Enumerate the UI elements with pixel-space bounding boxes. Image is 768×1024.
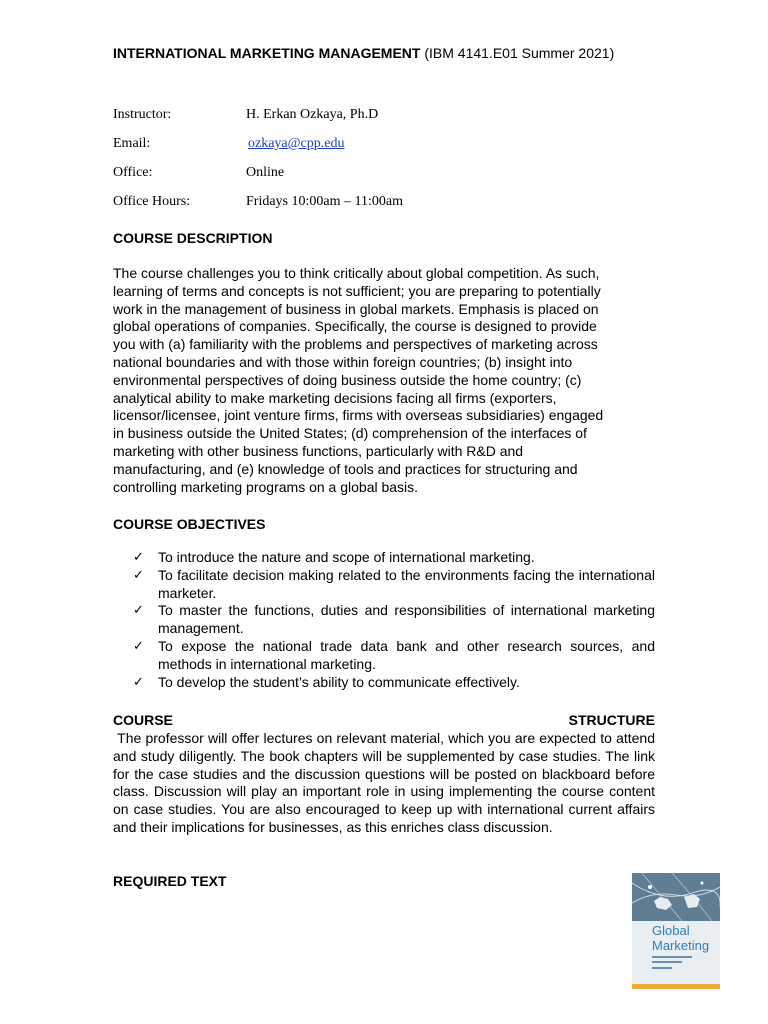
book-cover-image [632,873,720,989]
globe-map-illustration [632,873,720,921]
description-line: work in the management of business in global markets. Emphasis is placed on [113,300,599,317]
course-structure-text: The professor will offer lectures on relevant material, which you are expected to attend and study diligently. The book chapters will be supplemented by case studies. The link for the case studies and the discussion questions will be posted on blackboard before class. Discussion will play an important role in using implementing the course content on case studies. You are also encouraged to keep up with international current affairs and their implications for businesses, as this enriches class discussion. [113,730,659,835]
description-line: learning of terms and concepts is not sufficient; you are preparing to potentially [113,282,601,299]
checkmark-icon: ✓ [133,603,144,619]
description-line: manufacturing, and (e) knowledge of tools and practices for structuring and [113,460,578,477]
office-hours-label: Office Hours: [113,194,191,209]
author-line [652,961,682,963]
objective-text: To facilitate decision making related to the environments facing the international marketer. [158,566,655,601]
description-line: you with (a) familiarity with the problems and perspectives of marketing across [113,336,598,353]
checkmark-icon: ✓ [133,674,144,690]
course-structure-heading-left: COURSE [113,712,173,728]
description-line: licensor/licensee, joint venture firms, firms with overseas subsidiaries) engaged [113,407,604,424]
email-link[interactable]: ozkaya@cpp.edu [248,136,345,151]
list-item [133,567,655,603]
list-item [133,638,655,674]
objective-text: To develop the student’s ability to communicate effectively. [158,673,520,690]
author-line [652,967,672,969]
document-title [113,45,614,61]
description-line: marketing with other business functions, particularly with R&D and [113,442,524,459]
description-line: controlling marketing programs on a global basis. [113,478,419,495]
instructor-value: H. Erkan Ozkaya, Ph.D [246,107,379,122]
book-cover-strip [632,984,720,989]
list-item [133,549,655,567]
office-label: Office: [113,165,153,180]
course-description-heading: COURSE DESCRIPTION [113,230,273,246]
checkmark-icon: ✓ [133,638,144,654]
course-code: (IBM 4141.E01 Summer 2021) [424,45,615,61]
book-cover-title [652,923,709,953]
book-cover-title-line: Marketing [652,938,710,953]
office-hours-value: Fridays 10:00am – 11:00am [246,194,403,209]
checkmark-icon: ✓ [133,567,144,583]
email-label: Email: [113,136,151,151]
course-objectives-heading: COURSE OBJECTIVES [113,516,266,532]
course-structure-heading-right: STRUCTURE [568,712,655,728]
course-title: INTERNATIONAL MARKETING MANAGEMENT [113,45,421,61]
description-line: The course challenges you to think critically about global competition. As such, [113,265,600,281]
course-description-text [113,265,658,496]
description-line: national boundaries and with those within foreign countries; (b) insight into [113,353,573,370]
objective-text: To master the functions, duties and responsibilities of international marketing management. [158,602,655,637]
author-line [652,956,692,958]
objective-text: To expose the national trade data bank and other research sources, and methods in international marketing. [158,637,655,672]
description-line: global operations of companies. Specifically, the course is designed to provide [113,318,597,335]
description-line: environmental perspectives of doing business outside the home country; (c) [113,371,582,388]
objectives-list [133,549,655,691]
office-value: Online [246,165,285,180]
course-structure-heading [113,712,655,728]
checkmark-icon: ✓ [133,550,144,565]
required-text-heading: REQUIRED TEXT [113,873,227,889]
list-item [133,674,655,692]
description-line: analytical ability to make marketing decisions facing all firms (exporters, [113,389,557,406]
objective-text: To introduce the nature and scope of international marketing. [158,549,535,565]
book-cover-authors [652,956,692,972]
description-line: in business outside the United States; (d) comprehension of the interfaces of [113,425,587,442]
book-cover-title-line: Global [652,923,690,938]
instructor-label: Instructor: [113,107,172,122]
list-item [133,602,655,638]
